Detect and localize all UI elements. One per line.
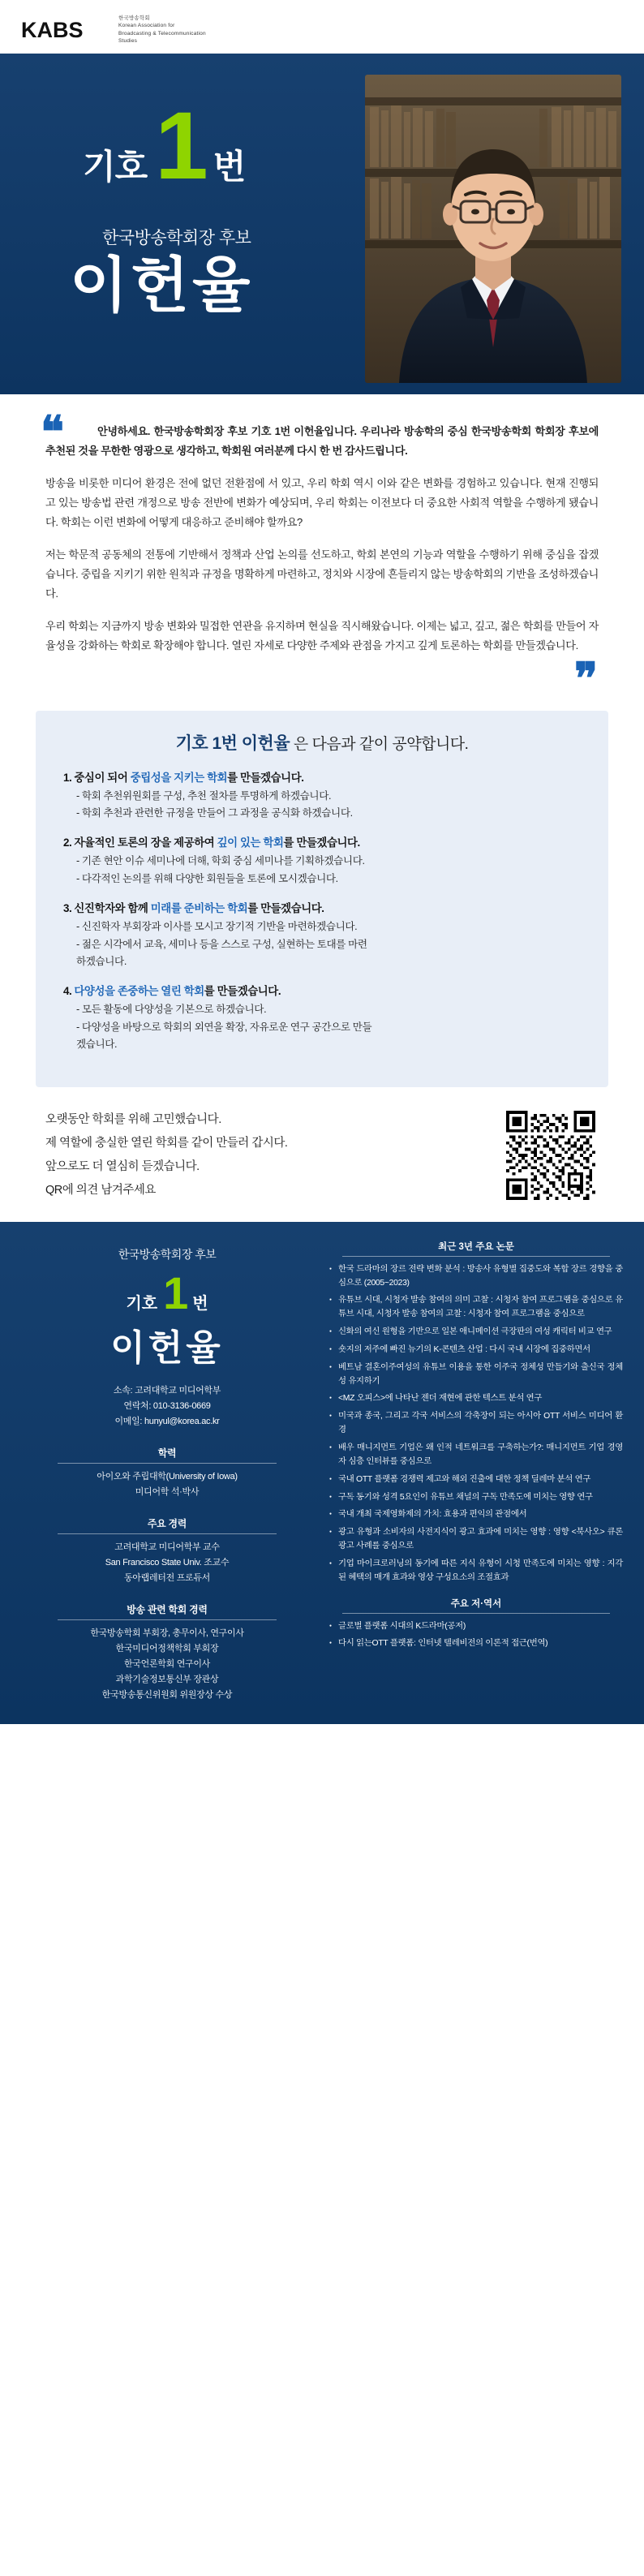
pledge-head-pre: 신진학자와 함께 [74,902,151,915]
list-item: ● 기업 마이크로러닝의 동기에 따른 지식 유형이 시청 만족도에 미치는 영향 : 지각된 혜택의 매개 효과와 영상 구성요소의 조절효과 [329,1558,623,1585]
list-item: ● 유튜브 시대, 시청자 발송 참여의 의미 고찰 : 시청자 참여 프로그램을 중심으로 유튜브 시대, 시청자 발송 참여의 고찰 : 시청자 참여 프로그램을 중심으로 [329,1294,623,1322]
closing-line: 앞으로도 더 열심히 듣겠습니다. [45,1159,200,1173]
pledge-head-post: 를 만들겠습니다. [227,771,304,784]
pledge-head-emphasis: 중립성을 지키는 학회 [130,771,228,784]
section-line: 미디어학 석·박사 [135,1487,200,1498]
pledge-title-rest: 은 다음과 같이 공약합니다. [293,735,469,753]
hero-role: 한국방송학회장 후보 [102,228,251,247]
pledge-number: 1. [63,771,72,784]
list-item: ● 국내 OTT 플랫폼 경쟁력 제고와 해외 진출에 대한 정책 딜레마 분석 연구 [329,1473,623,1487]
section-line: 동아랩레터전 프로듀서 [123,1573,210,1584]
pledge-subline: - 학회 추천과 관련한 규정을 만들어 그 과정을 공식화 하겠습니다. [76,807,353,819]
candidate-statement [0,394,644,703]
section-line: 한국방송통신위원회 위원장상 수상 [101,1689,233,1700]
pledge-item [63,769,581,823]
pledge-heading [63,900,581,915]
profile-candidate-name: 이헌율 [110,1327,224,1368]
pledge-heading [63,834,581,849]
profile-giho-label: 기호 [126,1294,158,1313]
pledge-title-strong: 기호 1번 이헌율 [175,733,290,753]
profile-ballot-number [16,1266,318,1318]
pledge-head-post: 를 만들겠습니다. [247,902,324,915]
hero-ballot-number [83,92,349,200]
list-item: ● 숏지의 저주에 빠진 뉴기의 K-콘텐츠 산업 : 다시 국내 시장에 집중하면서 [329,1344,623,1357]
section-title: 방송 관련 학회 경력 [16,1602,318,1620]
profile-left-column [16,1240,318,1703]
pledge-number: 2. [63,836,72,849]
statement-paragraph: 안녕하세요. 한국방송학회장 후보 기호 1번 이헌율입니다. 우리나라 방송학의 중심 한국방송학회 학회장 후보에 추천된 것을 무한한 영광으로 생각하고, 학회원 여러분께 다시 한 번 감사드립니다. [45,424,599,457]
list-item: ● 베트남 결혼이주여성의 유튜브 이용을 통한 이주국 정체성 만들기와 출신국 정체성 유지하기 [329,1361,623,1389]
list-item: ● 구독 동기와 성격 5요인이 유튜브 채널의 구독 만족도에 미치는 영향 연구 [329,1491,623,1505]
pledge-number: 3. [63,902,72,915]
header [0,0,644,54]
pledge-subline: - 학회 추천위원회를 구성, 추천 절차를 투명하게 하겠습니다. [76,789,332,802]
hero-text-block [0,54,349,394]
profile-contact [16,1383,318,1430]
profile-section-society-career [16,1602,318,1703]
books-title: 주요 저·역서 [329,1597,623,1614]
statement-paragraph: 우리 학회는 지금까지 방송 변화와 밀접한 연관을 유지하며 현실을 직시해왔습니다. 이제는 넓고, 깊고, 젊은 학회를 만들어 자율성을 강화하는 학회로 확장해야 합니다. 열린 자세로 다양한 주제와 관점을 가지고 깊게 토론하는 학회를 만들겠습니다. [45,619,599,652]
section-line: 한국미디어정책학회 부회장 [115,1643,219,1654]
pledge-title [63,730,581,755]
pledge-head-emphasis: 깊이 있는 학회 [217,836,284,849]
pledge-heading [63,769,581,785]
pledge-head-pre: 자율적인 토론의 장을 제공하여 [74,836,217,849]
hero-beon-label: 번 [213,147,246,186]
pledge-subline: 하겠습니다. [76,956,127,968]
pledge-head-post: 를 만들겠습니다. [283,836,360,849]
profile-section-career [16,1516,318,1586]
profile-phone: 연락처: 010-3136-0669 [123,1400,211,1411]
list-item: ● 글로벌 플랫폼 시대의 K드라마(공저) [329,1620,623,1634]
pledge-heading [63,983,581,998]
section-line: 아이오와 주립대학(University of Iowa) [97,1472,238,1482]
pledge-subline: - 다양성을 바탕으로 학회의 외연을 확장, 자유로운 연구 공간으로 만들 [76,1021,372,1033]
pledge-subline: - 모든 활동에 다양성을 기본으로 하겠습니다. [76,1004,267,1016]
list-item: ● 미국과 종국, 그리고 각국 서비스의 각축장이 되는 아시아 OTT 서비스 미디어 환경 [329,1410,623,1438]
pledge-item [63,834,581,888]
section-line: San Francisco State Univ. 조교수 [105,1558,230,1568]
pledge-number: 4. [63,985,72,998]
statement-paragraph: 저는 학문적 공동체의 전통에 기반해서 정책과 산업 논의를 선도하고, 학회 본연의 기능과 역할을 수행하기 위해 중심을 잡겠습니다. 중립을 지키기 위한 원칙과 규정을 명확하게 마련하고, 정치와 시장에 흔들리지 않는 방송학회의 기반을 조성하겠습니다. [45,548,599,600]
hero-number: 1 [155,92,205,200]
list-item: ● 한국 드라마의 장르 전략 변화 분석 : 방송사 유형별 집중도와 복합 장르 경향을 중심으로 (2005~2023) [329,1263,623,1291]
list-item: ● 국내 개최 국제영화제의 가치: 효용과 편익의 관점에서 [329,1508,623,1522]
qr-code[interactable] [506,1111,595,1200]
pledge-box [36,711,608,1087]
pledge-item [63,900,581,970]
candidate-photo [365,75,621,383]
list-item: ● 배우 매니지먼트 기업은 왜 인적 네트워크를 구축하는가?: 매니지먼트 기업 경영자 심층 인터뷰를 중심으로 [329,1442,623,1469]
profile-role: 한국방송학회장 후보 [118,1247,217,1261]
hero-banner [0,54,644,394]
publications-title: 최근 3년 주요 논문 [329,1240,623,1257]
candidate-portrait-illustration [365,75,621,383]
statement-paragraph: 방송을 비롯한 미디어 환경은 전에 없던 전환점에 서 있고, 우리 학회 역시 이와 같은 변화를 경험하고 있습니다. 현재 진행되고 있는 방송법 관련 개정으로 방송 전반에 변화가 예상되며, 우리 학회는 이전보다 더 중요한 사회적 역할을 수행하게 됐습니다. 학회는 이런 변화에 어떻게 대응하고 준비해야 할까요? [45,476,599,528]
profile-section-education [16,1446,318,1500]
quote-close-icon: ❞ [573,652,595,704]
closing-line: 오랫동안 학회를 위해 고민했습니다. [45,1112,221,1126]
pledge-item [63,983,581,1053]
profile-right-column [318,1240,628,1703]
profile-email[interactable]: 이메일: hunyul@korea.ac.kr [114,1417,220,1427]
list-item: ● 다시 읽는OTT 플랫폼: 인터넷 텔레비전의 이론적 접근(번역) [329,1637,623,1651]
pledge-subline: 겠습니다. [76,1039,118,1051]
section-title: 학력 [16,1446,318,1464]
quote-open-icon: ❝ [41,405,62,458]
section-line: 과학기술정보통신부 장관상 [115,1674,219,1684]
list-item: ● 신화의 여신 원형을 기반으로 일본 애니메이션 극장판의 여성 캐릭터 비교 연구 [329,1326,623,1340]
profile-affiliation: 소속: 고려대학교 미디어학부 [113,1385,221,1396]
pledge-subline: - 신진학자 부회장과 이사를 모시고 장기적 기반을 마련하겠습니다. [76,921,358,933]
kabs-logo-icon [21,16,112,44]
section-line: 고려대학교 미디어학부 교수 [114,1542,220,1553]
profile-beon-label: 번 [192,1294,208,1313]
list-item: ● <MZ 오피스>에 나타난 젠더 재현에 관한 텍스트 분석 연구 [329,1392,623,1406]
closing-line: QR에 의견 남겨주세요 [45,1183,156,1197]
books-list [329,1620,623,1652]
pledge-subline: - 다각적인 논의를 위해 다양한 회원들을 토론에 모시겠습니다. [76,872,338,884]
kabs-logo [21,15,216,45]
closing-line: 제 역할에 충실한 열린 학회를 같이 만들러 갑시다. [45,1136,288,1150]
list-item: ● 광고 유형과 소비자의 사전지식이 광고 효과에 미치는 영향 : 영향 <북사오> 큐론광고 사례를 중심으로 [329,1526,623,1554]
closing-text [45,1108,287,1202]
section-line: 한국언론학회 연구이사 [123,1658,210,1669]
section-line: 한국방송학회 부회장, 총무이사, 연구이사 [90,1628,244,1638]
profile-band [0,1222,644,1724]
closing-block [0,1087,644,1222]
pledge-list [63,769,581,1054]
pledge-head-pre: 중심이 되어 [74,771,131,784]
pledge-head-emphasis: 미래를 준비하는 학회 [150,902,248,915]
profile-number: 1 [163,1266,187,1318]
pledge-head-post: 를 만들겠습니다. [204,985,281,998]
pledge-subline: - 젊은 시각에서 교육, 세미나 등을 스스로 구성, 실현하는 토대를 마련 [76,938,367,950]
pledge-subline: - 기존 현안 이슈 세미나에 더해, 학회 중심 세미나를 기획하겠습니다. [76,855,365,867]
section-title: 주요 경력 [16,1516,318,1534]
svg-text:KABS: KABS [21,17,84,42]
hero-candidate-name: 이헌율 [70,251,254,319]
pledge-head-emphasis: 다양성을 존중하는 열린 학회 [74,985,204,998]
kabs-logo-subtitle: 한국방송학회 Korean Association for Broadcasting & Telecommunication Studies [118,15,206,45]
hero-giho-label: 기호 [83,147,148,186]
publications-list [329,1263,623,1585]
